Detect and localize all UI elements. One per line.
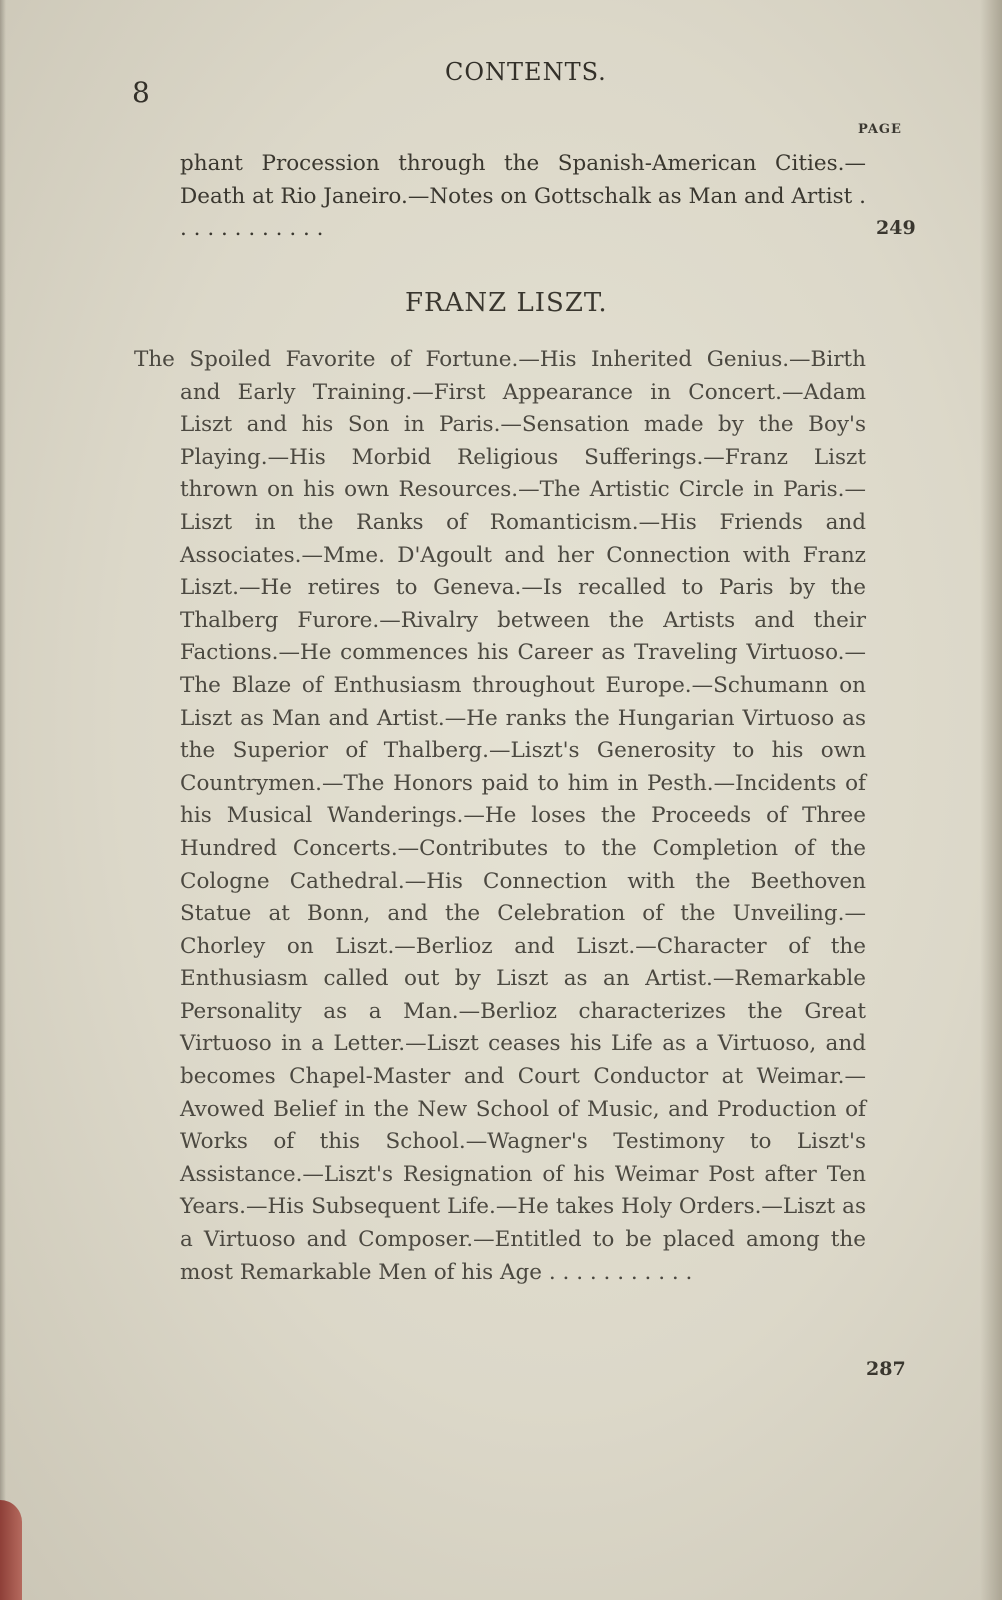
page-reference-liszt: 287 bbox=[866, 1358, 906, 1380]
section-title-franz-liszt: FRANZ LISZT. bbox=[405, 288, 608, 318]
thumb-at-page-corner bbox=[0, 1500, 22, 1600]
contents-entry-gottschalk: phant Procession through the Spanish-American Cities.—Death at Rio Janeiro.—Notes on Gottschalk as Man and Artist . . . . . . . . . . . . bbox=[180, 151, 866, 241]
running-head: CONTENTS. bbox=[445, 58, 607, 86]
page-reference-gottschalk: 249 bbox=[876, 217, 916, 239]
contents-entry-liszt: The Spoiled Favorite of Fortune.—His Inherited Genius.—Birth and Early Training.—First Appearance in Concert.—Adam Liszt and his Son in Paris.—Sensation made by the Boy's Playing.—His Morbid Religious Sufferings.—Franz Liszt thrown on his own Resources.—The Artistic Circle in Paris.—Liszt in the Ranks of Romanticism.—His Friends and Associates.—Mme. D'Agoult and her Connection with Franz Liszt.—He retires to Geneva.—Is recalled to Paris by the Thalberg Furore.—Rivalry between the Artists and their Factions.—He commences his Career as Traveling Virtuoso.—The Blaze of Enthusiasm throughout Europe.—Schumann on Liszt as Man and Artist.—He ranks the Hungarian Virtuoso as the Superior of Thalberg.—Liszt's Generosity to his own Countrymen.—The Honors paid to him in Pesth.—Incidents of his Musical Wanderings.—He loses the Proceeds of Three Hundred Concerts.—Contributes to the Completion of the Cologne Cathedral.—His Connection with the Beethoven Statue at Bonn, and the Celebration of the Unveiling.—Chorley on Liszt.—Berlioz and Liszt.—Character of the Enthusiasm called out by Liszt as an Artist.—Remarkable Personality as a Man.—Berlioz characterizes the Great Virtuoso in a Letter.—Liszt ceases his Life as a Virtuoso, and becomes Chapel-Master and Court Conductor at Weimar.—Avowed Belief in the New School of Music, and Production of Works of this School.—Wagner's Testimony to Liszt's Assistance.—Liszt's Resignation of his Weimar Post after Ten Years.—His Subsequent Life.—He takes Holy Orders.—Liszt as a Virtuoso and Composer.—Entitled to be placed among the most Remarkable Men of his Age . . . . . . . . . . . bbox=[134, 347, 866, 1285]
page-number: 8 bbox=[132, 76, 150, 109]
page-column-label: PAGE bbox=[858, 122, 902, 137]
page-edge-shadow bbox=[980, 0, 1002, 1600]
page-gutter-shadow bbox=[0, 0, 6, 1600]
